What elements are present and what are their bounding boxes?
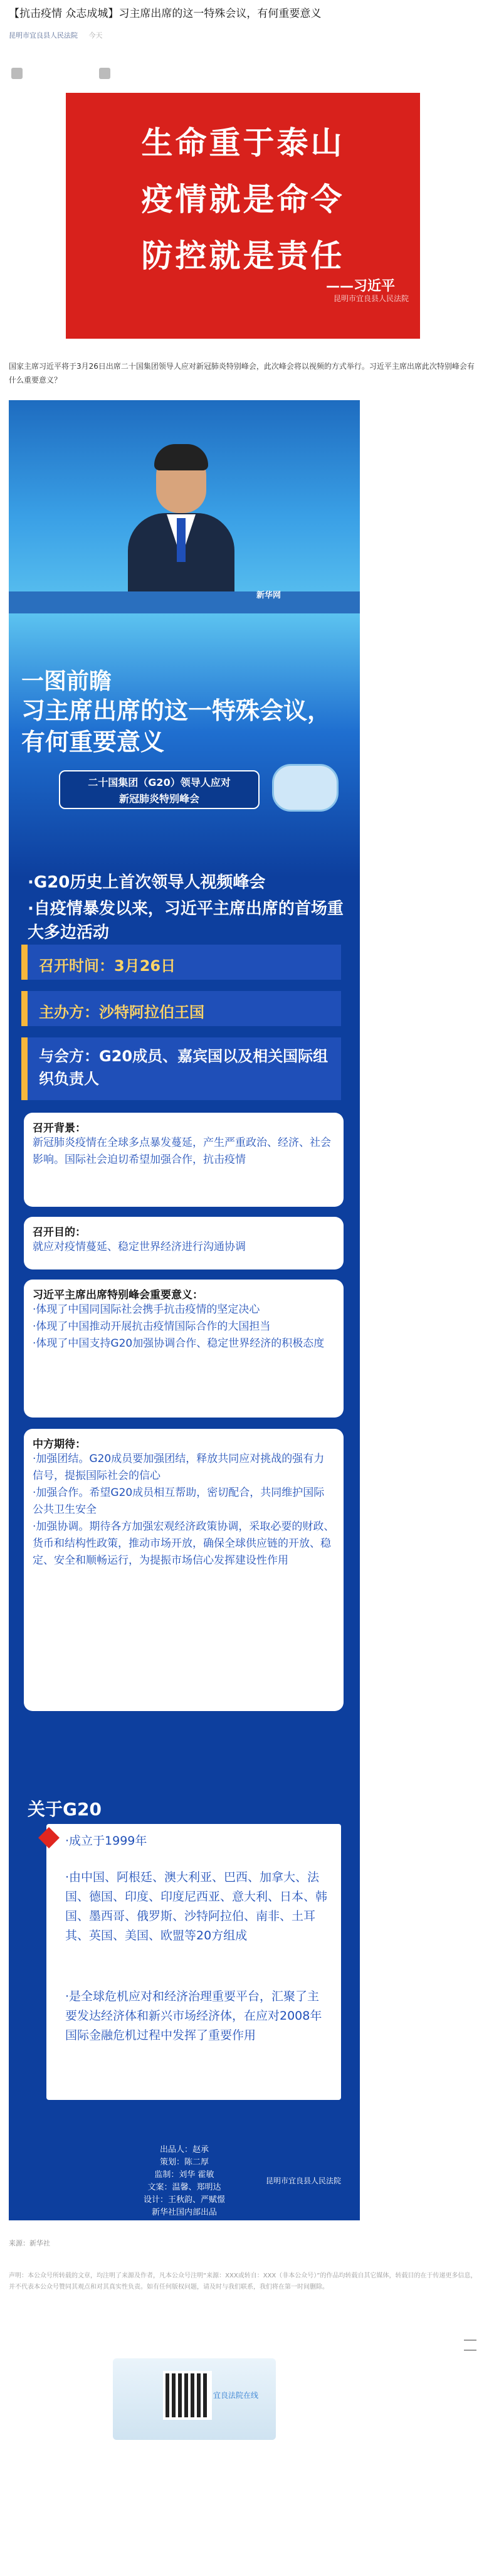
credit-line: 出品人：赵承 bbox=[159, 2145, 209, 2155]
poster-watermark: 昆明市宜良县人民法院 bbox=[333, 294, 409, 303]
meta-icon-row bbox=[11, 68, 137, 83]
significance-card bbox=[24, 1280, 344, 1418]
credit-line: 文案：温馨、郑明达 bbox=[147, 2183, 221, 2192]
article-title: 【抗击疫情 众志成城】习主席出席的这一特殊会议，有何重要意义 bbox=[9, 8, 322, 20]
poster-line-2: 疫情就是命令 bbox=[141, 181, 345, 218]
credit-line: 监制：刘华 霍敏 bbox=[154, 2170, 214, 2180]
author-link[interactable]: 昆明市宜良县人民法院 bbox=[9, 31, 78, 40]
significance-item-2: ·体现了中国推动开展抗击疫情国际合作的大国担当 bbox=[33, 1320, 271, 1333]
background-title: 召开背景： bbox=[33, 1122, 86, 1135]
credit-line: 新华社国内部出品 bbox=[151, 2208, 217, 2217]
disclaimer: 声明：本公众号所转载的文章，均注明了来源及作者，凡本公众号注明“来源：XXX或转自：XXX（非本公众号）”的作品均转载自其它媒体，转载目的在于传递更多信息，并不代表本公众号赞同其观点和对其真实性负责。如有任何版权问题，请及时与我们联系，我们将在第一时间删除。 bbox=[9, 2272, 477, 2291]
credit-line: 策划：陈二厚 bbox=[159, 2158, 209, 2167]
portrait-figure bbox=[128, 438, 234, 595]
expectation-card bbox=[24, 1429, 344, 1711]
summit-banner bbox=[59, 770, 260, 809]
topic-title: 召开目的： bbox=[33, 1226, 86, 1239]
infographic-kicker: 一图前瞻 bbox=[21, 669, 112, 694]
article-source: 来源：新华社 bbox=[9, 2239, 50, 2247]
time-label: 召开时间：3月26日 bbox=[39, 957, 176, 975]
photo-watermark: 新华网 bbox=[256, 591, 281, 600]
host-bar bbox=[21, 991, 341, 1026]
host-label: 主办方：沙特阿拉伯王国 bbox=[39, 1004, 204, 1021]
audio-icon[interactable] bbox=[99, 68, 110, 79]
expectation-item-1: ·加强团结。G20成员要加强团结，释放共同应对挑战的强有力信号，提振国际社会的信心 bbox=[33, 1453, 325, 1482]
g20-item-1: ·成立于1999年 bbox=[65, 1834, 147, 1848]
background-text: 新冠肺炎疫情在全球多点暴发蔓延，产生严重政治、经济、社会影响。国际社会迫切希望加强合作，抗击疫情 bbox=[33, 1137, 331, 1166]
credit-line: 设计：王秋韵、严赋憬 bbox=[143, 2195, 225, 2205]
g20-panel bbox=[46, 1824, 341, 2100]
qr-promo bbox=[113, 2358, 276, 2440]
qr-label: 宜良法院在线 bbox=[213, 2391, 259, 2400]
infographic-headline: 习主席出席的这一特殊会议，有何重要意义 bbox=[21, 697, 332, 756]
g20-title: 关于G20 bbox=[28, 1799, 102, 1820]
banner-line-2: 新冠肺炎特别峰会 bbox=[118, 793, 199, 805]
publish-time: 今天 bbox=[88, 31, 103, 40]
summit-highlights bbox=[28, 871, 347, 947]
significance-item-1: ·体现了中国同国际社会携手抗击疫情的坚定决心 bbox=[33, 1303, 260, 1316]
background-card bbox=[24, 1113, 344, 1207]
participants-label: 与会方：G20成员、嘉宾国以及相关国际组织负责人 bbox=[39, 1047, 329, 1088]
topic-card bbox=[24, 1217, 344, 1269]
highlight-2: ·自疫情暴发以来，习近平主席出席的首场重大多边活动 bbox=[28, 899, 344, 942]
share-icon[interactable] bbox=[11, 68, 23, 79]
poster-signature: ——习近平 bbox=[325, 278, 395, 294]
expectation-item-2: ·加强合作。希望G20成员相互帮助，密切配合，共同维护国际公共卫生安全 bbox=[33, 1487, 325, 1516]
red-diamond-icon bbox=[38, 1827, 60, 1848]
slogan-poster bbox=[66, 93, 420, 339]
credits-watermark: 昆明市宜良县人民法院 bbox=[266, 2176, 342, 2185]
face-mask-icon bbox=[272, 764, 339, 812]
banner-line-1: 二十国集团（G20）领导人应对 bbox=[88, 777, 231, 788]
infographic bbox=[9, 400, 360, 2220]
article-meta bbox=[9, 30, 103, 40]
poster-line-1: 生命重于泰山 bbox=[141, 124, 345, 161]
topic-text: 就应对疫情蔓延、稳定世界经济进行沟通协调 bbox=[33, 1241, 246, 1253]
time-bar bbox=[21, 945, 341, 980]
desk-shape bbox=[9, 591, 360, 617]
expectation-title: 中方期待： bbox=[33, 1438, 86, 1451]
highlight-1: ·G20历史上首次领导人视频峰会 bbox=[28, 873, 266, 892]
significance-title: 习近平主席出席特别峰会重要意义： bbox=[33, 1289, 203, 1301]
expectation-item-3: ·加强协调。期待各方加强宏观经济政策协调，采取必要的财政、货币和结构性政策，推动市场开放，确保全球供应链的开放、稳定、安全和顺畅运行，为提振市场信心发挥建设性作用 bbox=[33, 1520, 335, 1567]
participants-bar bbox=[21, 1037, 341, 1100]
menu-icon[interactable] bbox=[464, 2340, 476, 2351]
poster-line-3: 防控就是责任 bbox=[141, 237, 345, 274]
significance-item-3: ·体现了中国支持G20加强协调合作、稳定世界经济的积极态度 bbox=[33, 1337, 325, 1350]
g20-item-2: ·由中国、阿根廷、澳大利亚、巴西、加拿大、法国、德国、印度、印度尼西亚、意大利、日本、韩国、墨西哥、俄罗斯、沙特阿拉伯、南非、土耳其、英国、美国、欧盟等20方组成 bbox=[65, 1870, 328, 1943]
g20-item-3: ·是全球危机应对和经济治理重要平台，汇聚了主要发达经济体和新兴市场经济体，在应对2008年国际金融危机过程中发挥了重要作用 bbox=[65, 1990, 322, 2042]
qr-code[interactable] bbox=[163, 2371, 212, 2420]
article-intro: 国家主席习近平将于3月26日出席二十国集团领导人应对新冠肺炎特别峰会，此次峰会将以视频的方式举行。习近平主席出席此次特别峰会有什么重要意义？ bbox=[9, 362, 475, 384]
